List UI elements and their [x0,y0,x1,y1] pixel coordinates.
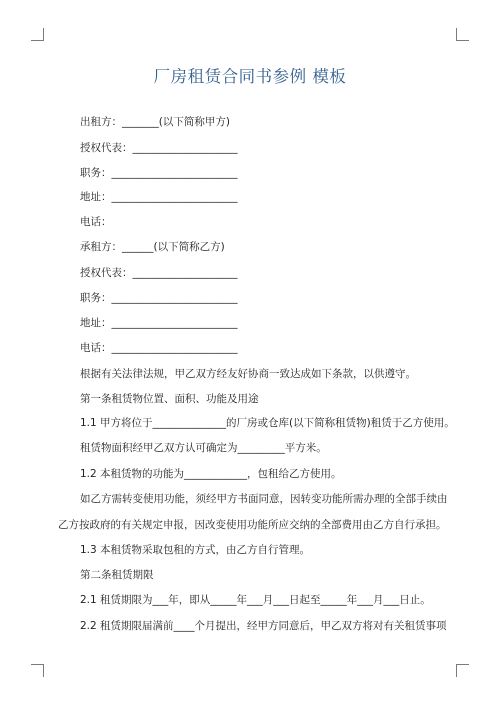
lessor-address-line: 地址：________________________ [80,191,238,203]
preamble-paragraph: 根据有关法律法规，甲乙双方经友好协商一致达成如下条款，以供遵守。 [80,368,416,380]
lessor-phone-line: 电话： [80,216,112,228]
lessor-line: 出租方：_______(以下简称甲方) [80,116,230,128]
clause-1-2: 1.2 本租赁物的功能为____________，包租给乙方使用。 [80,468,342,480]
clause-2-1: 2.1 租赁期限为___年，即从_____年___月___日起至_____年___月___日止。 [80,594,431,606]
crop-mark-top-right [456,28,469,41]
lessee-phone-line: 电话：________________________ [80,342,238,354]
lessee-representative-line: 授权代表：____________________ [80,267,238,279]
document-title: 厂房租赁合同书参例 模板 [153,67,347,86]
clause-1-1: 1.1 甲方将位于______________的厂房或仓库(以下简称租赁物)租赁于乙方使用。 [80,417,455,429]
crop-mark-bottom-left [31,664,44,677]
article-1-heading: 第一条租赁物位置、面积、功能及用途 [80,393,259,405]
clause-1-2-change-line-1: 如乙方需转变使用功能，须经甲方书面同意，因转变功能所需办理的全部手续由 [80,493,448,505]
crop-mark-top-left [31,28,44,41]
clause-2-2: 2.2 租赁期限届满前____个月提出，经甲方同意后，甲乙双方将对有关租赁事项 [80,620,447,632]
lessor-representative-line: 授权代表：____________________ [80,142,238,154]
lessee-position-line: 职务：________________________ [80,292,238,304]
clause-1-1-area: 租赁物面积经甲乙双方认可确定为_________平方米。 [80,442,327,454]
clause-1-2-change-line-2: 乙方按政府的有关规定申报，因改变使用功能所应交纳的全部费用由乙方自行承担。 [58,519,447,531]
clause-1-3: 1.3 本租赁物采取包租的方式，由乙方自行管理。 [80,544,311,556]
lessor-position-line: 职务：________________________ [80,167,238,179]
lessee-address-line: 地址：________________________ [80,317,238,329]
lessee-line: 承租方：______(以下简称乙方) [80,241,225,253]
article-2-heading: 第二条租赁期限 [80,569,154,581]
crop-mark-bottom-right [456,664,469,677]
